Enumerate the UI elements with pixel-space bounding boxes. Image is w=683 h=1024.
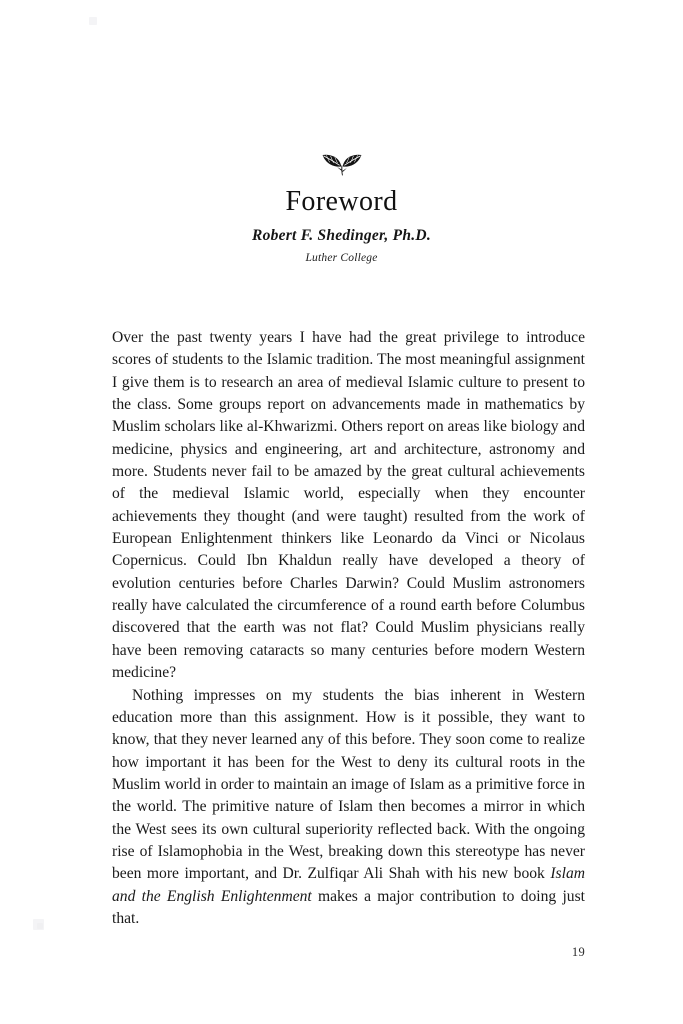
page-number: 19 [571,945,585,959]
body-text-block [112,327,585,930]
body-paragraph-1: Over the past twenty years I have had the great privilege to introduce scores of students to the Islamic tradition. The most meaningful assignment I give them is to research an area of medieval Islamic culture to present to the class. Some groups report on advancements made in mathematics by Muslim scholars like al-Khwarizmi. Others report on areas like biology and medicine, physics and engineering, art and architecture, astronomy and more. Students never fail to be amazed by the great cultural achievements of the medieval Islamic world, especially when they encounter achievements they thought (and were taught) resulted from the work of European Enlightenment thinkers like Leonardo da Vinci or Nicolaus Copernicus. Could Ibn Khaldun really have developed a theory of evolution centuries before Charles Darwin? Could Muslim astronomers really have calculated the circumference of a round earth before Columbus discovered that the earth was not flat? Could Muslim physicians really have been removing cataracts so many centuries before modern Western medicine? [112,329,585,682]
author-affiliation: Luther College [305,251,378,264]
scan-artifact-speckle [37,923,43,929]
author-name: Robert F. Shedinger, Ph.D. [252,227,431,245]
paragraph-2-tail-text: makes a major contribution to doing just that. [112,887,585,927]
paragraph-2-lead-text: Nothing impresses on my students the bias inherent in Western education more than this assignment. How is it possible, they want to know, that they never learned any of this before. They soon come to realize how important it has been for the West to deny its cultural roots in the Muslim world in order to maintain an image of Islam as a primitive force in the world. The primitive nature of Islam then becomes a mirror in which the West sees its own cultural superiority reflected back. With the ongoing rise of Islamophobia in the West, breaking down this stereotype has never been more important, and Dr. Zulfiqar Ali Shah with his new book [112,686,585,883]
page-title: Foreword [285,186,398,217]
chapter-header [0,152,683,266]
leaf-pair-ornament-icon [319,152,365,178]
scan-artifact-speckle [89,17,97,25]
scan-artifact-speckle [33,919,44,930]
body-paragraph-2 [112,685,585,931]
book-title-italic: Islam and the English Enlightenment [112,865,585,905]
